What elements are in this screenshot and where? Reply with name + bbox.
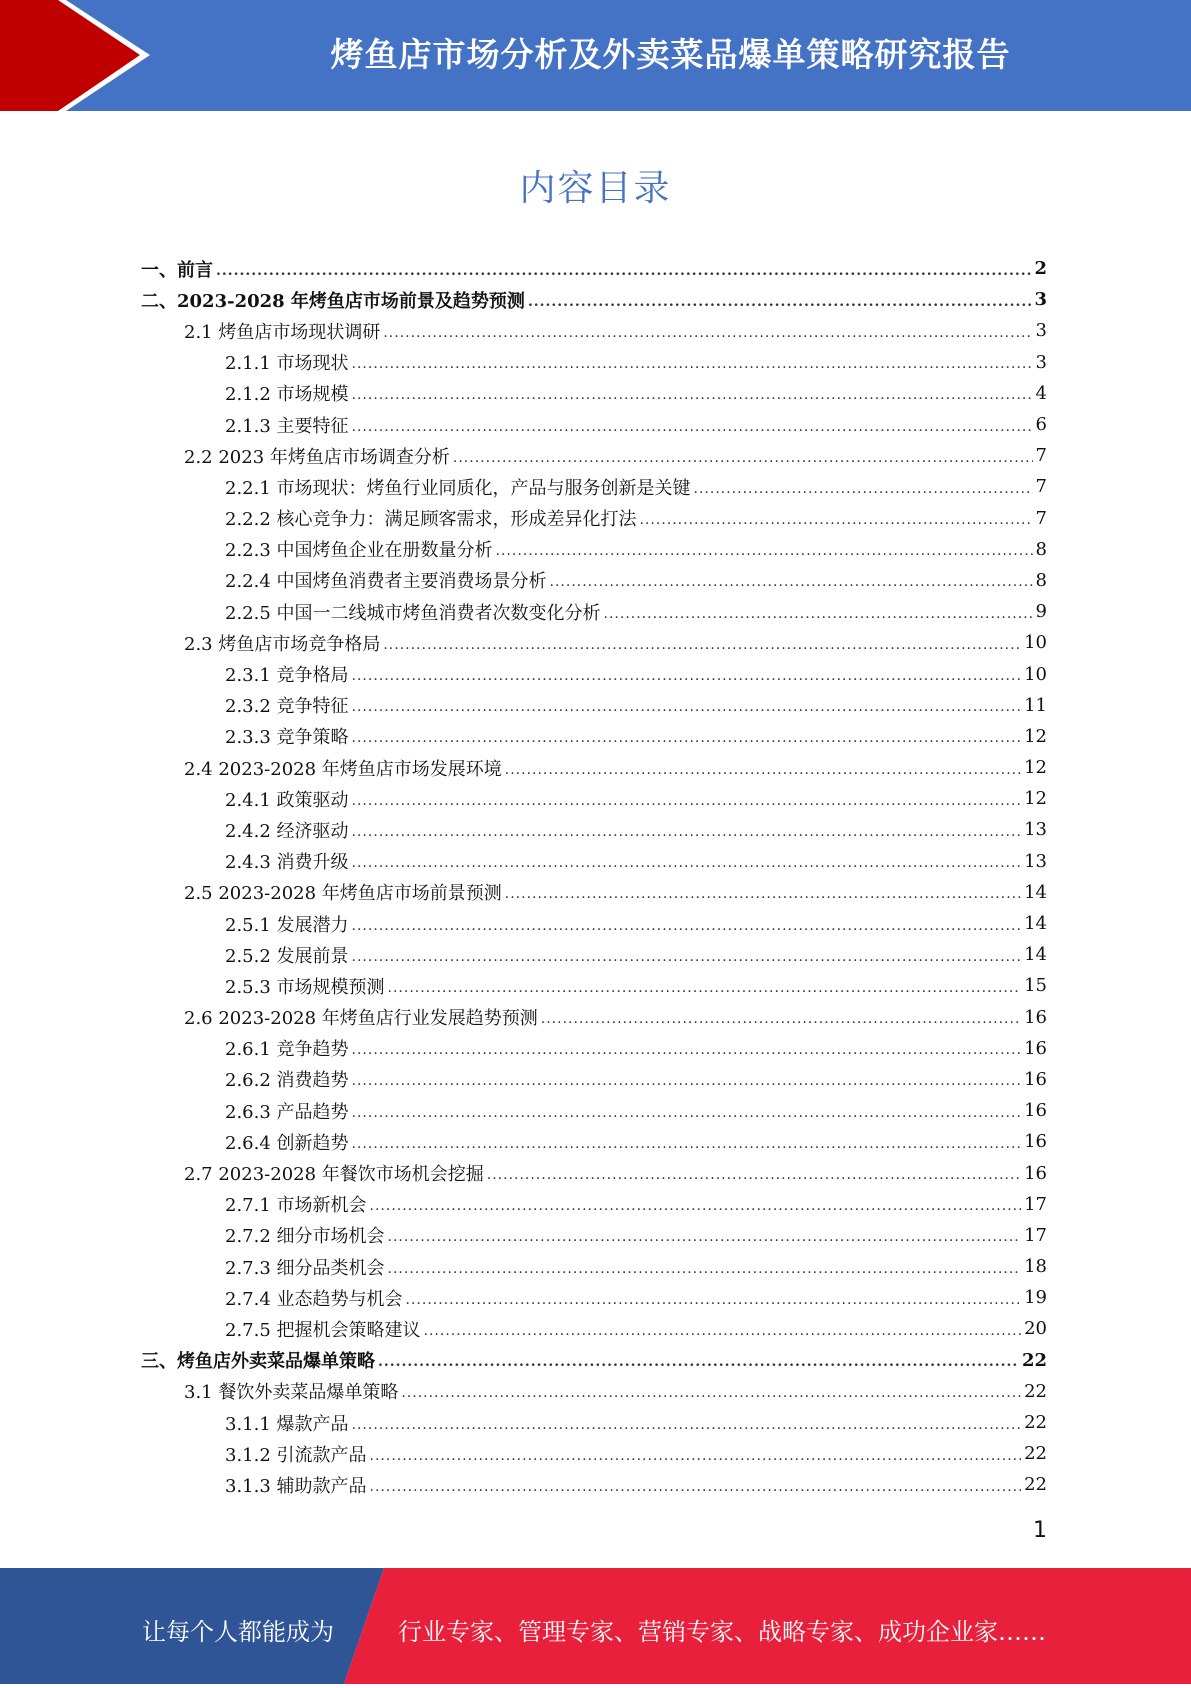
- toc-entry-label: 2.2.2 核心竞争力：满足顾客需求，形成差异化打法: [225, 509, 637, 531]
- toc-dot-leader: [352, 1042, 1022, 1058]
- toc-entry-label: 2.4.1 政策驱动: [225, 789, 349, 811]
- toc-dot-leader: [487, 1167, 1021, 1183]
- toc-dot-leader: [352, 1105, 1022, 1121]
- toc-dot-leader: [496, 543, 1033, 559]
- toc-dot-leader: [352, 356, 1033, 372]
- toc-entry[interactable]: [141, 1313, 1047, 1344]
- toc-entry-label: 2.6.2 消费趋势: [225, 1070, 349, 1092]
- toc-entry-label: 2.3.1 竞争格局: [225, 665, 349, 687]
- toc-entry-label: 三、烤鱼店外卖菜品爆单策略: [141, 1351, 375, 1373]
- toc-entry[interactable]: [141, 721, 1047, 752]
- toc-entry-label: 一、前言: [141, 259, 213, 281]
- toc-dot-leader: [388, 980, 1022, 996]
- toc-dot-leader: [453, 450, 1033, 466]
- chevron-red: [0, 0, 140, 111]
- toc-dot-leader: [352, 419, 1033, 435]
- toc-entry[interactable]: [141, 409, 1047, 440]
- toc-entry[interactable]: [141, 1033, 1047, 1064]
- toc-entry-label: 2.6.4 创新趋势: [225, 1132, 349, 1154]
- toc-dot-leader: [352, 793, 1022, 809]
- toc-dot-leader: [604, 606, 1033, 622]
- toc-entry-page: 14: [1024, 881, 1047, 903]
- toc-dot-leader: [352, 730, 1022, 746]
- toc-entry-label: 2.6.3 产品趋势: [225, 1101, 349, 1123]
- toc-dot-leader: [388, 1229, 1022, 1245]
- toc-entry[interactable]: [141, 939, 1047, 970]
- toc-entry-page: 4: [1035, 382, 1047, 404]
- toc-entry[interactable]: [141, 471, 1047, 502]
- toc-dot-leader: [352, 668, 1022, 684]
- toc-entry[interactable]: [141, 1282, 1047, 1313]
- toc-entry-label: 2.7.2 细分市场机会: [225, 1226, 385, 1248]
- toc-entry[interactable]: [141, 627, 1047, 658]
- toc-entry-page: 16: [1024, 1006, 1047, 1028]
- toc-entry[interactable]: [141, 1220, 1047, 1251]
- toc-entry-page: 12: [1024, 788, 1047, 810]
- toc-dot-leader: [388, 1261, 1022, 1277]
- toc-entry-label: 2.5.3 市场规模预测: [225, 976, 385, 998]
- toc-entry-label: 2.2.1 市场现状：烤鱼行业同质化，产品与服务创新是关键: [225, 477, 691, 499]
- toc-entry-label: 2.4.2 经济驱动: [225, 820, 349, 842]
- toc-entry-page: 9: [1035, 601, 1047, 623]
- toc-dot-leader: [216, 263, 1031, 279]
- toc-entry-page: 7: [1035, 507, 1047, 529]
- toc-entry-page: 17: [1024, 1193, 1047, 1215]
- toc-entry[interactable]: [141, 596, 1047, 627]
- toc-entry-page: 20: [1024, 1318, 1047, 1340]
- toc-dot-leader: [401, 1385, 1021, 1401]
- toc-dot-leader: [505, 762, 1021, 778]
- toc-entry-page: 3: [1035, 320, 1047, 342]
- toc-entry-label: 二、2023-2028 年烤鱼店市场前景及趋势预测: [141, 290, 525, 312]
- toc-entry[interactable]: [141, 1126, 1047, 1157]
- toc-entry-label: 2.1 烤鱼店市场现状调研: [184, 321, 381, 343]
- toc-entry-page: 22: [1024, 1380, 1047, 1402]
- toc-entry-page: 12: [1024, 725, 1047, 747]
- toc-entry[interactable]: [141, 253, 1047, 284]
- toc-entry-page: 22: [1021, 1349, 1047, 1371]
- toc-entry-label: 2.1.3 主要特征: [225, 415, 349, 437]
- toc-entry-label: 2.6 2023-2028 年烤鱼店行业发展趋势预测: [184, 1008, 538, 1030]
- toc-entry-label: 2.1.2 市场规模: [225, 384, 349, 406]
- toc-heading: 内容目录: [519, 168, 672, 209]
- toc-entry[interactable]: [141, 846, 1047, 877]
- toc-dot-leader: [352, 855, 1022, 871]
- toc-entry-label: 2.7.1 市场新机会: [225, 1195, 367, 1217]
- toc-dot-leader: [528, 294, 1032, 310]
- toc-entry-label: 2.4 2023-2028 年烤鱼店市场发展环境: [184, 758, 502, 780]
- toc-entry[interactable]: [141, 814, 1047, 845]
- toc-entry[interactable]: [141, 752, 1047, 783]
- toc-entry-label: 2.6.1 竞争趋势: [225, 1039, 349, 1061]
- toc-dot-leader: [352, 699, 1022, 715]
- toc-entry-page: 14: [1024, 913, 1047, 935]
- toc-entry[interactable]: [141, 347, 1047, 378]
- toc-dot-leader: [352, 1136, 1022, 1152]
- toc-dot-leader: [383, 637, 1021, 653]
- toc-entry-label: 2.5.1 发展潜力: [225, 914, 349, 936]
- toc-entry-label: 3.1.3 辅助款产品: [225, 1475, 367, 1497]
- toc-dot-leader: [550, 574, 1033, 590]
- toc-entry[interactable]: [141, 1157, 1047, 1188]
- toc-entry-label: 2.7.4 业态趋势与机会: [225, 1288, 403, 1310]
- toc-entry-page: 17: [1024, 1224, 1047, 1246]
- table-of-contents: [141, 253, 1047, 1501]
- toc-entry-page: 8: [1035, 538, 1047, 560]
- toc-entry-label: 2.2.5 中国一二线城市烤鱼消费者次数变化分析: [225, 602, 601, 624]
- toc-entry[interactable]: [141, 1469, 1047, 1500]
- toc-entry-page: 16: [1024, 1100, 1047, 1122]
- toc-dot-leader: [370, 1198, 1022, 1214]
- toc-entry[interactable]: [141, 1438, 1047, 1469]
- toc-entry-page: 7: [1035, 445, 1047, 467]
- toc-entry[interactable]: [141, 908, 1047, 939]
- toc-dot-leader: [383, 325, 1032, 341]
- toc-dot-leader: [352, 824, 1022, 840]
- toc-entry-label: 3.1.1 爆款产品: [225, 1413, 349, 1435]
- toc-entry-page: 13: [1024, 850, 1047, 872]
- toc-entry[interactable]: [141, 1407, 1047, 1438]
- toc-entry-page: 16: [1024, 1162, 1047, 1184]
- toc-entry[interactable]: [141, 877, 1047, 908]
- toc-dot-leader: [370, 1479, 1022, 1495]
- toc-dot-leader: [694, 481, 1033, 497]
- toc-dot-leader: [370, 1448, 1022, 1464]
- toc-entry-page: 8: [1035, 569, 1047, 591]
- toc-entry[interactable]: [141, 1376, 1047, 1407]
- toc-entry[interactable]: [141, 534, 1047, 565]
- toc-dot-leader: [424, 1323, 1022, 1339]
- toc-entry-page: 13: [1024, 819, 1047, 841]
- toc-dot-leader: [505, 886, 1021, 902]
- toc-dot-leader: [406, 1292, 1022, 1308]
- toc-entry[interactable]: [141, 690, 1047, 721]
- toc-dot-leader: [378, 1354, 1019, 1370]
- toc-entry-page: 3: [1035, 351, 1047, 373]
- toc-entry-page: 22: [1024, 1474, 1047, 1496]
- toc-entry[interactable]: [141, 970, 1047, 1001]
- toc-entry-label: 3.1.2 引流款产品: [225, 1444, 367, 1466]
- toc-dot-leader: [541, 1011, 1021, 1027]
- toc-entry-label: 2.2 2023 年烤鱼店市场调查分析: [184, 446, 450, 468]
- toc-entry[interactable]: [141, 315, 1047, 346]
- toc-dot-leader: [352, 1073, 1022, 1089]
- toc-entry[interactable]: [141, 1189, 1047, 1220]
- toc-entry[interactable]: [141, 1064, 1047, 1095]
- toc-entry-page: 19: [1024, 1287, 1047, 1309]
- toc-entry-label: 2.7.5 把握机会策略建议: [225, 1319, 421, 1341]
- toc-entry[interactable]: [141, 1251, 1047, 1282]
- toc-entry-page: 16: [1024, 1037, 1047, 1059]
- header-banner: [0, 0, 1191, 111]
- toc-entry-label: 2.3.3 竞争策略: [225, 727, 349, 749]
- toc-dot-leader: [352, 949, 1022, 965]
- toc-entry[interactable]: [141, 783, 1047, 814]
- toc-entry-page: 14: [1024, 944, 1047, 966]
- toc-entry-page: 10: [1024, 663, 1047, 685]
- toc-entry-page: 15: [1024, 975, 1047, 997]
- toc-entry-label: 2.4.3 消费升级: [225, 852, 349, 874]
- report-title: 烤鱼店市场分析及外卖菜品爆单策略研究报告: [330, 34, 1011, 74]
- toc-entry-page: 18: [1024, 1256, 1047, 1278]
- toc-entry-label: 2.2.3 中国烤鱼企业在册数量分析: [225, 540, 493, 562]
- toc-entry-label: 2.2.4 中国烤鱼消费者主要消费场景分析: [225, 571, 547, 593]
- toc-entry[interactable]: [141, 658, 1047, 689]
- toc-entry-page: 16: [1024, 1131, 1047, 1153]
- toc-dot-leader: [352, 1417, 1022, 1433]
- toc-entry-page: 22: [1024, 1412, 1047, 1434]
- toc-entry-page: 22: [1024, 1443, 1047, 1465]
- toc-entry-page: 16: [1024, 1068, 1047, 1090]
- toc-dot-leader: [352, 918, 1022, 934]
- toc-entry[interactable]: [141, 565, 1047, 596]
- toc-entry-page: 6: [1035, 414, 1047, 436]
- toc-entry-label: 2.5.2 发展前景: [225, 945, 349, 967]
- toc-dot-leader: [640, 512, 1033, 528]
- toc-entry[interactable]: [141, 284, 1047, 315]
- toc-entry-label: 2.3.2 竞争特征: [225, 696, 349, 718]
- toc-entry-label: 2.7.3 细分品类机会: [225, 1257, 385, 1279]
- toc-entry-label: 2.1.1 市场现状: [225, 353, 349, 375]
- toc-entry-page: 3: [1034, 289, 1047, 311]
- toc-entry[interactable]: [141, 1345, 1047, 1376]
- toc-dot-leader: [352, 387, 1033, 403]
- toc-entry[interactable]: [141, 1095, 1047, 1126]
- toc-entry-page: 11: [1024, 694, 1047, 716]
- toc-entry[interactable]: [141, 378, 1047, 409]
- toc-entry[interactable]: [141, 503, 1047, 534]
- toc-entry-label: 3.1 餐饮外卖菜品爆单策略: [184, 1382, 399, 1404]
- toc-entry-page: 10: [1024, 632, 1047, 654]
- toc-entry[interactable]: [141, 1002, 1047, 1033]
- toc-entry-label: 2.5 2023-2028 年烤鱼店市场前景预测: [184, 883, 502, 905]
- footer-slogan-left: 让每个人都能成为: [142, 1618, 334, 1646]
- toc-entry[interactable]: [141, 440, 1047, 471]
- footer-slogan-right: 行业专家、管理专家、营销专家、战略专家、成功企业家……: [398, 1618, 1046, 1646]
- toc-entry-label: 2.3 烤鱼店市场竞争格局: [184, 633, 381, 655]
- toc-entry-page: 2: [1034, 258, 1047, 280]
- page-number: 1: [1033, 1518, 1047, 1543]
- toc-entry-page: 7: [1035, 476, 1047, 498]
- toc-entry-page: 12: [1024, 757, 1047, 779]
- toc-entry-label: 2.7 2023-2028 年餐饮市场机会挖掘: [184, 1164, 484, 1186]
